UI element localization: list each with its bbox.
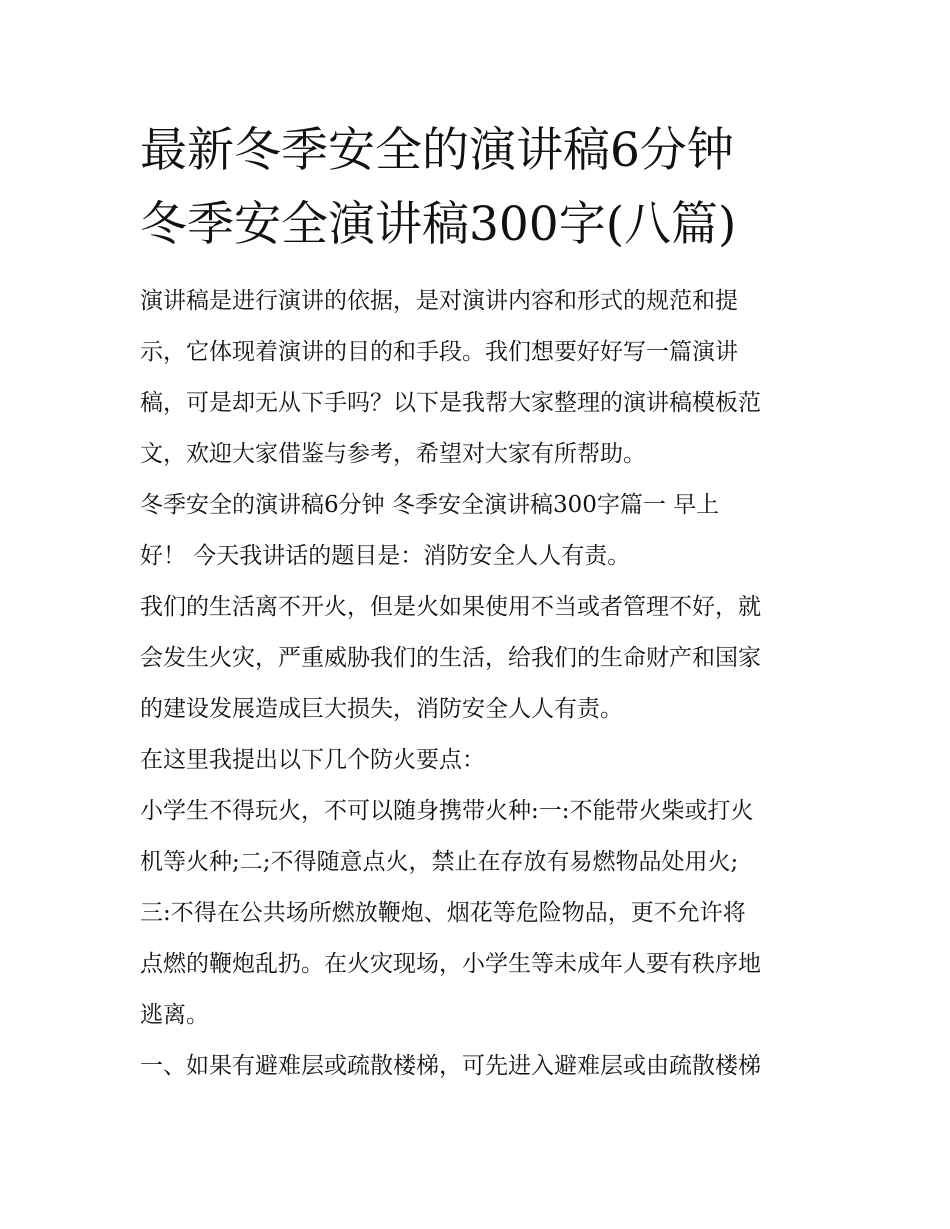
text-line: 冬季安全的演讲稿6分钟 冬季安全演讲稿300字篇一 早上	[140, 492, 720, 518]
document-body	[140, 276, 820, 1092]
text-line: 文，欢迎大家借鉴与参考，希望对大家有所帮助。	[140, 441, 646, 467]
text-line: 在这里我提出以下几个防火要点：	[140, 747, 485, 773]
paragraph-fire-importance	[140, 582, 820, 735]
paragraph-student-rules	[140, 786, 820, 1041]
text-line: 我们的生活离不开火，但是火如果使用不当或者管理不好，就	[140, 594, 761, 620]
text-line: 机等火种;二;不得随意点火，禁止在存放有易燃物品处用火;	[140, 849, 739, 875]
text-line: 好！ 今天我讲话的题目是：消防安全人人有责。	[140, 543, 631, 569]
text-line: 演讲稿是进行演讲的依据，是对演讲内容和形式的规范和提	[140, 288, 738, 314]
text-line: 会发生火灾，严重威胁我们的生活，给我们的生命财产和国家	[140, 645, 761, 671]
text-line: 示，它体现着演讲的目的和手段。我们想要好好写一篇演讲	[140, 339, 738, 365]
paragraph-section-heading	[140, 480, 820, 582]
paragraph-intro	[140, 276, 820, 480]
text-line: 点燃的鞭炮乱扔。在火灾现场，小学生等未成年人要有秩序地	[140, 951, 761, 977]
title-line-1: 最新冬季安全的演讲稿6分钟	[140, 123, 734, 178]
text-line: 小学生不得玩火，不可以随身携带火种:一:不能带火柴或打火	[140, 798, 754, 824]
text-line: 一、如果有避难层或疏散楼梯，可先进入避难层或由疏散楼梯	[140, 1053, 761, 1079]
paragraph-points-intro	[140, 735, 820, 786]
text-line: 逃离。	[140, 1002, 209, 1028]
text-line: 稿，可是却无从下手吗？以下是我帮大家整理的演讲稿模板范	[140, 390, 761, 416]
title-line-2: 冬季安全演讲稿300字(八篇)	[140, 197, 737, 252]
text-line: 三:不得在公共场所燃放鞭炮、烟花等危险物品，更不允许将	[140, 900, 746, 926]
document-title	[140, 114, 840, 262]
text-line: 的建设发展造成巨大损失，消防安全人人有责。	[140, 696, 623, 722]
paragraph-evacuation	[140, 1041, 820, 1092]
